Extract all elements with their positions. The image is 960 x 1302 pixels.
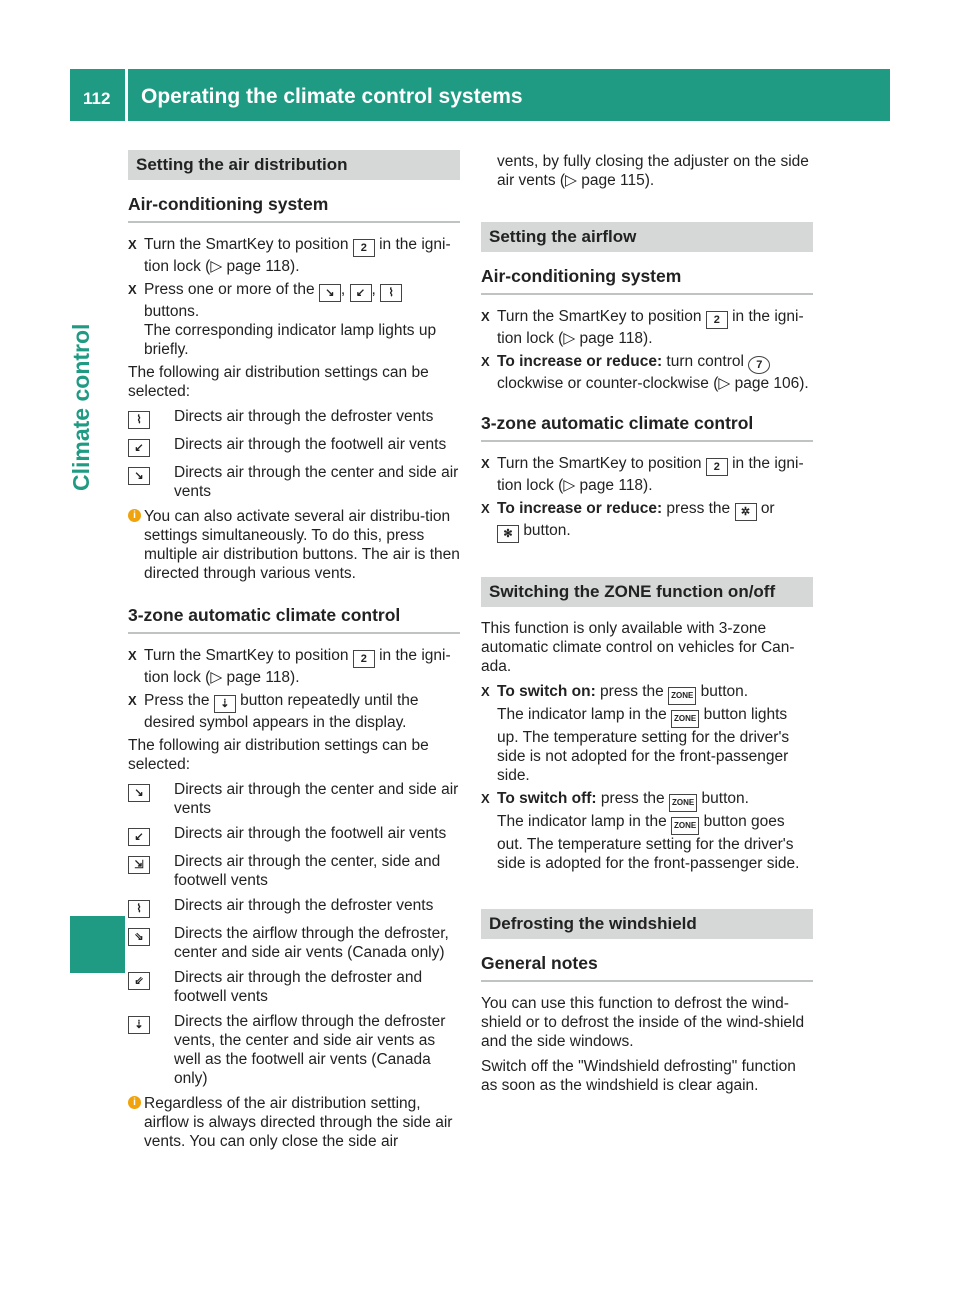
step-arrow-icon: X	[481, 684, 490, 699]
side-tab-marker	[70, 916, 125, 973]
air-distribution-icon: ⇣	[214, 695, 236, 713]
side-tab-label: Climate control	[68, 323, 94, 491]
zone-icon: ZONE	[669, 794, 697, 812]
step-arrow-icon: X	[128, 237, 137, 252]
step-arrow-icon: X	[481, 354, 490, 369]
defroster-footwell-icon: ⇙	[128, 972, 150, 990]
step: X Turn the SmartKey to position 2 in the igni-tion lock (▷ page 118).	[128, 647, 451, 686]
all-vents-icon: ⇣	[128, 1016, 150, 1034]
page-title: Operating the climate control systems	[141, 85, 523, 108]
subheading: General notes	[481, 951, 813, 982]
fan-decrease-icon: ✻	[497, 525, 519, 543]
step-arrow-icon: X	[128, 282, 137, 297]
center-vent-icon: ↘	[128, 784, 150, 802]
setting-row: ↙ Directs air through the footwell air vents	[128, 824, 460, 846]
subheading: Air-conditioning system	[128, 192, 460, 223]
paragraph: vents, by fully closing the adjuster on the side air vents (▷ page 115).	[497, 153, 809, 189]
footwell-icon: ↙	[128, 828, 150, 846]
step-arrow-icon: X	[481, 501, 490, 516]
position-icon: 2	[706, 458, 728, 476]
setting-row: ↙ Directs air through the footwell air vents	[128, 435, 460, 457]
step: X To switch on: press the ZONE button. The indicator lamp in the ZONE button lights up. The temperature setting for the driver's side is not adopted for the front-passenger side.	[481, 683, 790, 784]
step-arrow-icon: X	[481, 791, 490, 806]
defroster-icon: ⌇	[128, 411, 150, 429]
center-vent-icon: ↘	[128, 467, 150, 485]
header-divider	[125, 69, 128, 121]
setting-row: ↘ Directs air through the center and side air vents	[128, 780, 460, 818]
step: X Press the ⇣ button repeatedly until the desired symbol appears in the display.	[128, 692, 419, 731]
setting-row: ↘ Directs air through the center and side air vents	[128, 463, 460, 501]
setting-row: ⇙ Directs air through the defroster and footwell vents	[128, 968, 460, 1006]
info-icon: i	[128, 1096, 141, 1109]
control-number-icon: 7	[748, 356, 770, 374]
defroster-center-icon: ⇘	[128, 928, 150, 946]
paragraph: You can use this function to defrost the wind-shield or to defrost the inside of the wind-shield and the side windows.	[481, 995, 805, 1050]
center-footwell-icon: ⇲	[128, 856, 150, 874]
side-tab	[70, 121, 125, 1228]
center-vent-icon: ↘	[319, 284, 341, 302]
position-icon: 2	[353, 239, 375, 257]
step-arrow-icon: X	[128, 648, 137, 663]
paragraph: The following air distribution settings can be selected:	[128, 737, 429, 773]
setting-row: ⇣ Directs the airflow through the defroster vents, the center and side air vents as well as the footwell air vents (Canada only)	[128, 1012, 460, 1088]
info-note: i You can also activate several air distribu-tion settings simultaneously. To do this, press multiple air distribution buttons. The air is then directed through various vents.	[128, 507, 460, 583]
subheading: Air-conditioning system	[481, 264, 813, 295]
step: X Turn the SmartKey to position 2 in the igni-tion lock (▷ page 118).	[481, 308, 804, 347]
section-heading: Defrosting the windshield	[481, 909, 813, 939]
position-icon: 2	[706, 311, 728, 329]
zone-icon: ZONE	[668, 687, 696, 705]
section-heading: Setting the airflow	[481, 222, 813, 252]
step-arrow-icon: X	[481, 309, 490, 324]
paragraph: This function is only available with 3-zone automatic climate control on vehicles for Can-ada.	[481, 620, 795, 675]
setting-row: ⇘ Directs the airflow through the defroster, center and side air vents (Canada only)	[128, 924, 460, 962]
step-arrow-icon: X	[481, 456, 490, 471]
subheading: 3-zone automatic climate control	[481, 411, 813, 442]
setting-row: ⌇ Directs air through the defroster vents	[128, 896, 460, 918]
step: X Turn the SmartKey to position 2 in the igni-tion lock (▷ page 118).	[481, 455, 804, 494]
position-icon: 2	[353, 650, 375, 668]
info-icon: i	[128, 509, 141, 522]
defroster-icon: ⌇	[380, 284, 402, 302]
zone-icon: ZONE	[671, 817, 699, 835]
paragraph: The following air distribution settings can be selected:	[128, 364, 429, 400]
section-heading: Switching the ZONE function on/off	[481, 577, 813, 607]
zone-icon: ZONE	[671, 710, 699, 728]
info-note: i Regardless of the air distribution setting, airflow is always directed through the side air vents. You can only close the side air	[128, 1094, 460, 1151]
right-column	[481, 152, 813, 1101]
left-column	[128, 150, 460, 1157]
step: X To increase or reduce: turn control 7 clockwise or counter-clockwise (▷ page 106).	[481, 353, 809, 392]
step: X Turn the SmartKey to position 2 in the igni-tion lock (▷ page 118).	[128, 236, 451, 275]
step: X Press one or more of the ↘ , ↙ , ⌇ buttons. The corresponding indicator lamp lights up briefly.	[128, 281, 437, 358]
fan-increase-icon: ✲	[735, 503, 757, 521]
page-header	[70, 69, 890, 121]
footwell-icon: ↙	[350, 284, 372, 302]
defroster-icon: ⌇	[128, 900, 150, 918]
footwell-icon: ↙	[128, 439, 150, 457]
step: X To switch off: press the ZONE button. The indicator lamp in the ZONE button goes out. The temperature setting for the driver's side is adopted for the front-passenger side.	[481, 790, 800, 872]
setting-row: ⌇ Directs air through the defroster vents	[128, 407, 460, 429]
section-heading: Setting the air distribution	[128, 150, 460, 180]
page-number: 112	[83, 89, 111, 108]
step-arrow-icon: X	[128, 693, 137, 708]
paragraph: Switch off the "Windshield defrosting" function as soon as the windshield is clear again.	[481, 1058, 796, 1094]
step: X To increase or reduce: press the ✲ or ✻ button.	[481, 499, 813, 543]
subheading: 3-zone automatic climate control	[128, 603, 460, 634]
setting-row: ⇲ Directs air through the center, side and footwell vents	[128, 852, 460, 890]
